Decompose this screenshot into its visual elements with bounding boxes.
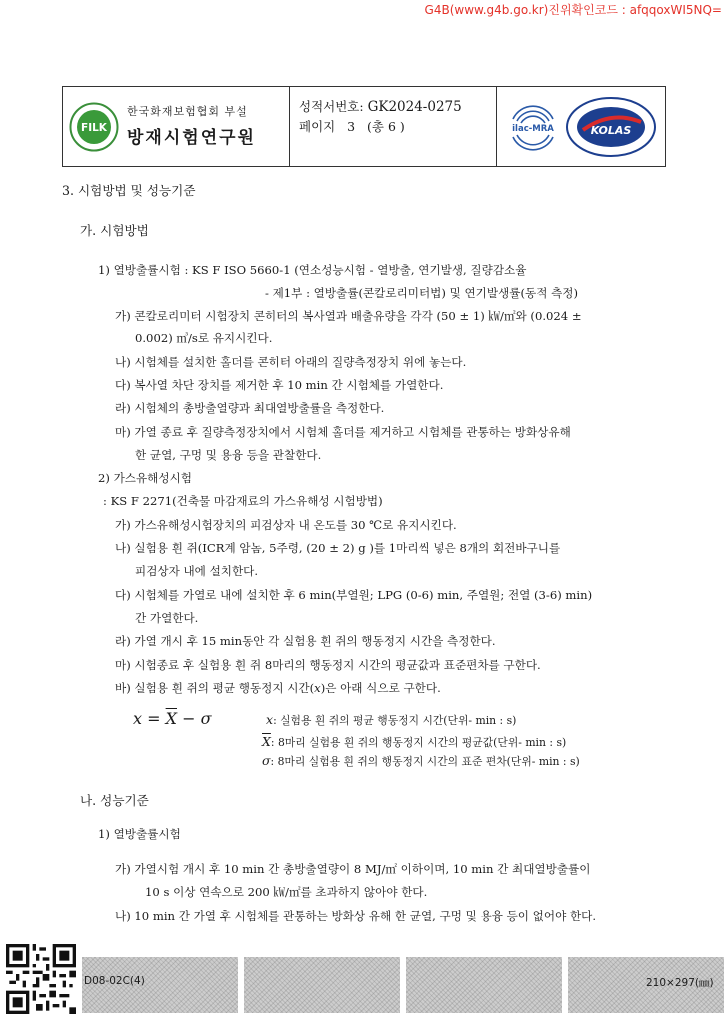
report-info <box>290 87 497 166</box>
report-number: GK2024-0275 <box>367 99 462 115</box>
legend-xbar-symbol: $\overline{X}$ <box>262 734 271 749</box>
report-number-label: 성적서번호: <box>299 99 364 114</box>
gas-step-ba: 바) 실험용 흰 쥐의 평균 행동정지 시간(𝑥)은 아래 식으로 구한다. <box>115 681 441 695</box>
step-ga-cont: 0.002) ㎥/s로 유지시킨다. <box>135 331 273 345</box>
report-number-line <box>299 97 496 117</box>
org-name: 방재시험연구원 <box>127 128 256 148</box>
legend-x <box>266 712 516 729</box>
formula-equals: = <box>142 709 166 728</box>
perf-step-ga-cont: 10 s 이상 연속으로 200 ㎾/㎡를 초과하지 않아야 한다. <box>145 885 428 899</box>
step-ma: 마) 가열 종료 후 질량측정장치에서 시험체 홀더를 제거하고 시험체를 관통하는 방화상유해 <box>115 425 571 439</box>
footer-strip-3 <box>406 957 562 1013</box>
legend-sigma-text: : 8마리 실험용 흰 쥐의 행동정지 시간의 표준 편차(단위- min : s) <box>270 755 580 768</box>
section-title: 3. 시험방법 및 성능기준 <box>62 183 196 198</box>
perf-item-heat-release: 1) 열방출률시험 <box>98 827 181 841</box>
step-ga: 가) 콘칼로리미터 시험장치 콘히터의 복사열과 배출유량을 각각 (50 ± 1) ㎾/㎡와 (0.024 ± <box>115 309 582 323</box>
gas-step-na-cont: 피검상자 내에 설치한다. <box>135 564 259 578</box>
gas-step-da: 다) 시험체를 가열로 내에 설치한 후 6 min(부열원; LPG (0-6) min, 주열원; 전열 (3-6) min) <box>115 588 593 602</box>
footer-strip-2 <box>244 957 400 1013</box>
kolas-text: KOLAS <box>590 123 632 137</box>
page-total: (총 6 ) <box>367 119 405 134</box>
legend-sigma <box>262 753 580 770</box>
step-na: 나) 시험체를 설치한 홀더를 콘히터 아래의 질량측정장치 위에 놓는다. <box>115 355 467 369</box>
item-gas-toxicity-test: 2) 가스유해성시험 <box>98 471 192 485</box>
subsection-title-test-method: 가. 시험방법 <box>80 223 149 238</box>
gas-step-ra: 라) 가열 개시 후 15 min동안 각 실험용 흰 쥐의 행동정지 시간을 측정한다. <box>115 634 496 648</box>
formula-xbar: $\overline{X}$ <box>165 709 177 728</box>
perf-step-na: 나) 10 min 간 가열 후 시험체를 관통하는 방화상 유해 한 균열, 구멍 및 용융 등이 없어야 한다. <box>115 909 597 923</box>
item-heat-release-test: 1) 열방출률시험 : KS F ISO 5660-1 (연소성능시험 - 열방출, 연기발생, 질량감소율 <box>98 263 527 277</box>
page-line <box>299 117 496 137</box>
paper-size: 210×297(㎜) <box>646 977 714 989</box>
legend-x-symbol: x <box>266 712 274 727</box>
legend-x-text: : 실험용 흰 쥐의 평균 행동정지 시간(단위- min : s) <box>273 714 517 727</box>
filk-logo <box>69 102 119 152</box>
perf-step-ga: 가) 가열시험 개시 후 10 min 간 총방출열량이 8 MJ/㎡ 이하이며, 10 min 간 최대열방출률이 <box>115 862 591 876</box>
step-ma-cont: 한 균열, 구멍 및 용융 등을 관찰한다. <box>135 448 322 462</box>
legend-xbar-text: : 8마리 실험용 흰 쥐의 행동정지 시간의 평균값(단위- min : s) <box>270 736 567 749</box>
verification-code: G4B(www.g4b.go.kr)진위확인코드 : afqqoxWI5NQ= <box>424 3 722 17</box>
legend-xbar <box>262 734 566 751</box>
org-subtitle: 한국화재보험협회 부설 <box>127 105 248 118</box>
formula-lhs: x <box>133 709 143 728</box>
accreditation-logos <box>497 87 665 166</box>
logo-text: FILK <box>81 121 107 134</box>
subsection-title-performance: 나. 성능기준 <box>80 793 149 808</box>
ilac-mra-logo <box>505 99 561 155</box>
gas-step-da-cont: 간 가열한다. <box>135 611 199 625</box>
formula <box>133 709 212 728</box>
qr-code <box>6 944 76 1014</box>
step-ra: 라) 시험체의 총방출열량과 최대열방출률을 측정한다. <box>115 401 385 415</box>
formula-rest: − σ <box>177 709 212 728</box>
report-header <box>62 86 666 167</box>
item-heat-release-standard-part: - 제1부 : 열방출률(콘칼로리미터법) 및 연기발생률(동적 측정) <box>265 286 578 300</box>
gas-toxicity-standard: : KS F 2271(건축물 마감재료의 가스유해성 시험방법) <box>103 494 383 508</box>
step-da: 다) 복사열 차단 장치를 제거한 후 10 min 간 시험체를 가열한다. <box>115 378 444 392</box>
page-number: 3 <box>347 119 356 134</box>
gas-step-ma: 마) 시험종료 후 실험용 흰 쥐 8마리의 행동정지 시간의 평균값과 표준편차를 구한다. <box>115 658 541 672</box>
legend-sigma-symbol: σ <box>262 753 271 768</box>
gas-step-na: 나) 실험용 흰 쥐(ICR계 암놈, 5주령, (20 ± 2) g )를 1마리씩 넣은 8개의 회전바구니를 <box>115 541 561 555</box>
page-label: 페이지 <box>299 119 336 134</box>
ilac-text: ilac-MRA <box>512 123 554 134</box>
form-code: D08-02C(4) <box>84 975 145 987</box>
kolas-logo <box>565 96 657 158</box>
institute-block <box>63 87 290 166</box>
gas-step-ga: 가) 가스유해성시험장치의 피검상자 내 온도를 30 ℃로 유지시킨다. <box>115 518 457 532</box>
